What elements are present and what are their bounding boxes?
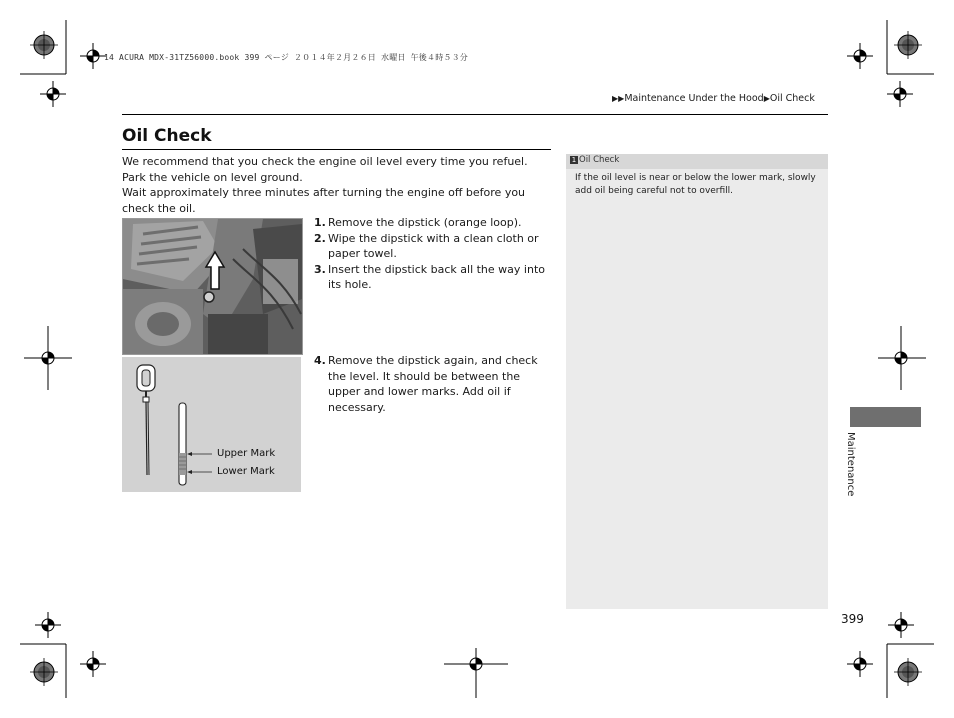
section-title: Oil Check xyxy=(122,126,212,146)
steps-group-1 xyxy=(314,215,550,293)
step-item xyxy=(314,262,550,293)
breadcrumb-parent[interactable]: Maintenance Under the Hood xyxy=(624,93,764,104)
breadcrumb xyxy=(612,93,815,104)
sidebar-header xyxy=(566,154,828,169)
steps-group-2 xyxy=(314,353,550,415)
step-item xyxy=(314,231,550,262)
upper-mark-label: Upper Mark xyxy=(217,448,276,459)
step-text: Insert the dipstick back all the way into its hole. xyxy=(328,262,545,291)
breadcrumb-arrows-icon: ▶▶ xyxy=(612,94,625,103)
sidebar-body: If the oil level is near or below the lower mark, slowly add oil being careful not to overfill. xyxy=(575,173,816,196)
intro-text xyxy=(122,154,552,216)
dipstick-diagram xyxy=(122,357,301,492)
step-number: 1. xyxy=(314,216,326,229)
step-text: Wipe the dipstick with a clean cloth or paper towel. xyxy=(328,231,539,260)
breadcrumb-separator-icon: ▶ xyxy=(763,94,770,103)
step-text: Remove the dipstick again, and check the level. It should be between the upper and lower marks. Add oil if necessary. xyxy=(328,354,538,414)
sidebar-note xyxy=(566,154,828,609)
print-header: 14 ACURA MDX-31TZ56000.book 399 ページ ２０１４年２月２６日 水曜日 午後４時５３分 xyxy=(104,53,469,62)
sidebar-title-text[interactable]: Oil Check xyxy=(579,155,620,165)
breadcrumb-current: Oil Check xyxy=(769,93,815,104)
intro-line: We recommend that you check the engine oil level every time you refuel. xyxy=(122,155,528,168)
note-marker-icon: 1 xyxy=(571,156,577,164)
chapter-tab-label: Maintenance xyxy=(845,432,856,497)
header-rule xyxy=(122,114,828,115)
page-number: 399 xyxy=(841,612,864,626)
title-rule xyxy=(122,149,551,150)
step-number: 3. xyxy=(314,262,326,276)
step-number: 4. xyxy=(314,354,326,367)
chapter-tab[interactable] xyxy=(850,407,921,427)
step-text: Remove the dipstick (orange loop). xyxy=(328,216,522,229)
intro-line: Wait approximately three minutes after turning the engine off before you check the oil. xyxy=(122,186,526,215)
lower-mark-label: Lower Mark xyxy=(217,466,275,477)
step-number: 2. xyxy=(314,231,326,245)
intro-line: Park the vehicle on level ground. xyxy=(122,170,303,184)
engine-bay-photo xyxy=(122,218,303,355)
sidebar-title xyxy=(570,155,619,165)
step-item xyxy=(314,215,550,231)
step-item xyxy=(314,353,550,415)
